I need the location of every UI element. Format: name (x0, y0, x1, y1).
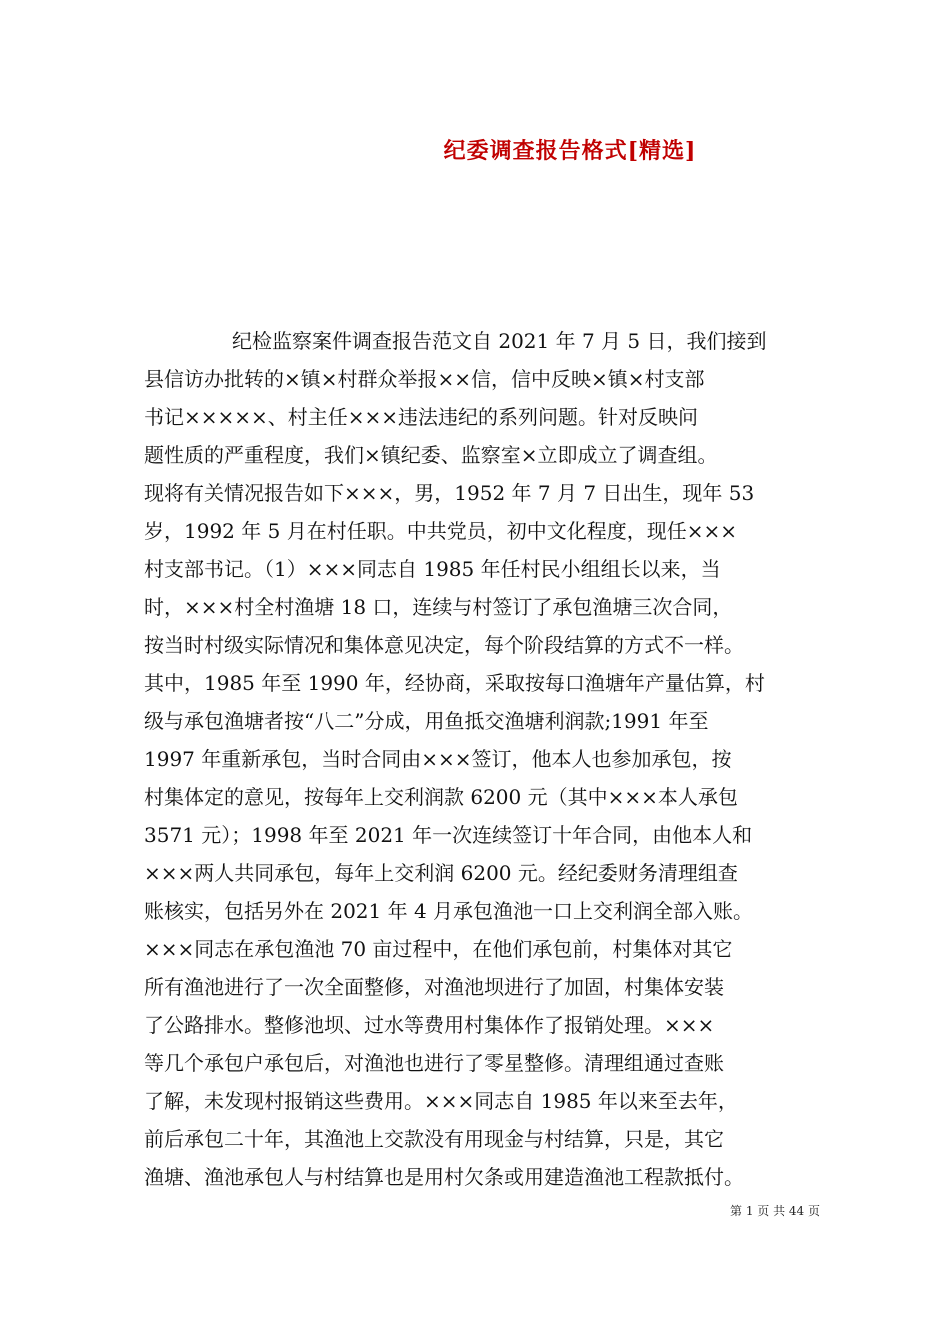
paragraph-line: ×××同志在承包渔池 70 亩过程中，在他们承包前，村集体对其它 (144, 937, 733, 961)
paragraph-line: 村支部书记。（1）×××同志自 1985 年任村民小组组长以来，当 (144, 557, 721, 581)
page-number-footer: 第 1 页 共 44 页 (730, 1204, 820, 1218)
paragraph-line: 所有渔池进行了一次全面整修，对渔池坝进行了加固，村集体安装 (144, 975, 724, 999)
paragraph-line: 账核实，包括另外在 2021 年 4 月承包渔池一口上交利润全部入账。 (144, 899, 754, 923)
paragraph-line: 其中，1985 年至 1990 年，经协商，采取按每口渔塘年产量估算，村 (144, 671, 765, 695)
paragraph-line: 纪检监察案件调查报告范文自 2021 年 7 月 5 日，我们接到 (232, 329, 767, 353)
paragraph-line: ×××两人共同承包，每年上交利润 6200 元。经纪委财务清理组查 (144, 861, 738, 885)
paragraph-line: 按当时村级实际情况和集体意见决定，每个阶段结算的方式不一样。 (144, 633, 744, 657)
paragraph-line: 渔塘、渔池承包人与村结算也是用村欠条或用建造渔池工程款抵付。 (144, 1165, 744, 1189)
paragraph-line: 级与承包渔塘者按“八二”分成，用鱼抵交渔塘利润款;1991 年至 (144, 709, 709, 733)
paragraph-line: 等几个承包户承包后，对渔池也进行了零星整修。清理组通过查账 (144, 1051, 724, 1075)
paragraph-line: 县信访办批转的×镇×村群众举报××信，信中反映×镇×村支部 (144, 367, 705, 391)
paragraph-line: 题性质的严重程度，我们×镇纪委、监察室×立即成立了调查组。 (144, 443, 718, 467)
paragraph-line: 了解，未发现村报销这些费用。×××同志自 1985 年以来至去年， (144, 1089, 738, 1113)
paragraph-line: 书记×××××、村主任×××违法违纪的系列问题。针对反映问 (144, 405, 699, 429)
paragraph-line: 1997 年重新承包，当时合同由×××签订，他本人也参加承包，按 (144, 747, 732, 771)
document-title (0, 134, 950, 165)
paragraph-line: 了公路排水。整修池坝、过水等费用村集体作了报销处理。××× (144, 1013, 715, 1037)
paragraph-line: 现将有关情况报告如下×××，男，1952 年 7 月 7 日出生，现年 53 (144, 481, 755, 505)
paragraph-line: 前后承包二十年，其渔池上交款没有用现金与村结算，只是，其它 (144, 1127, 724, 1151)
paragraph-line: 岁，1992 年 5 月在村任职。中共党员，初中文化程度，现任××× (144, 519, 737, 543)
paragraph-line: 村集体定的意见，按每年上交利润款 6200 元（其中×××本人承包 (144, 785, 738, 809)
paragraph-line: 3571 元）；1998 年至 2021 年一次连续签订十年合同，由他本人和 (144, 823, 753, 847)
document-body (144, 322, 824, 1196)
document-title-text: 纪委调查报告格式[精选] (443, 138, 697, 164)
paragraph-line: 时，×××村全村渔塘 18 口，连续与村签订了承包渔塘三次合同， (144, 595, 733, 619)
